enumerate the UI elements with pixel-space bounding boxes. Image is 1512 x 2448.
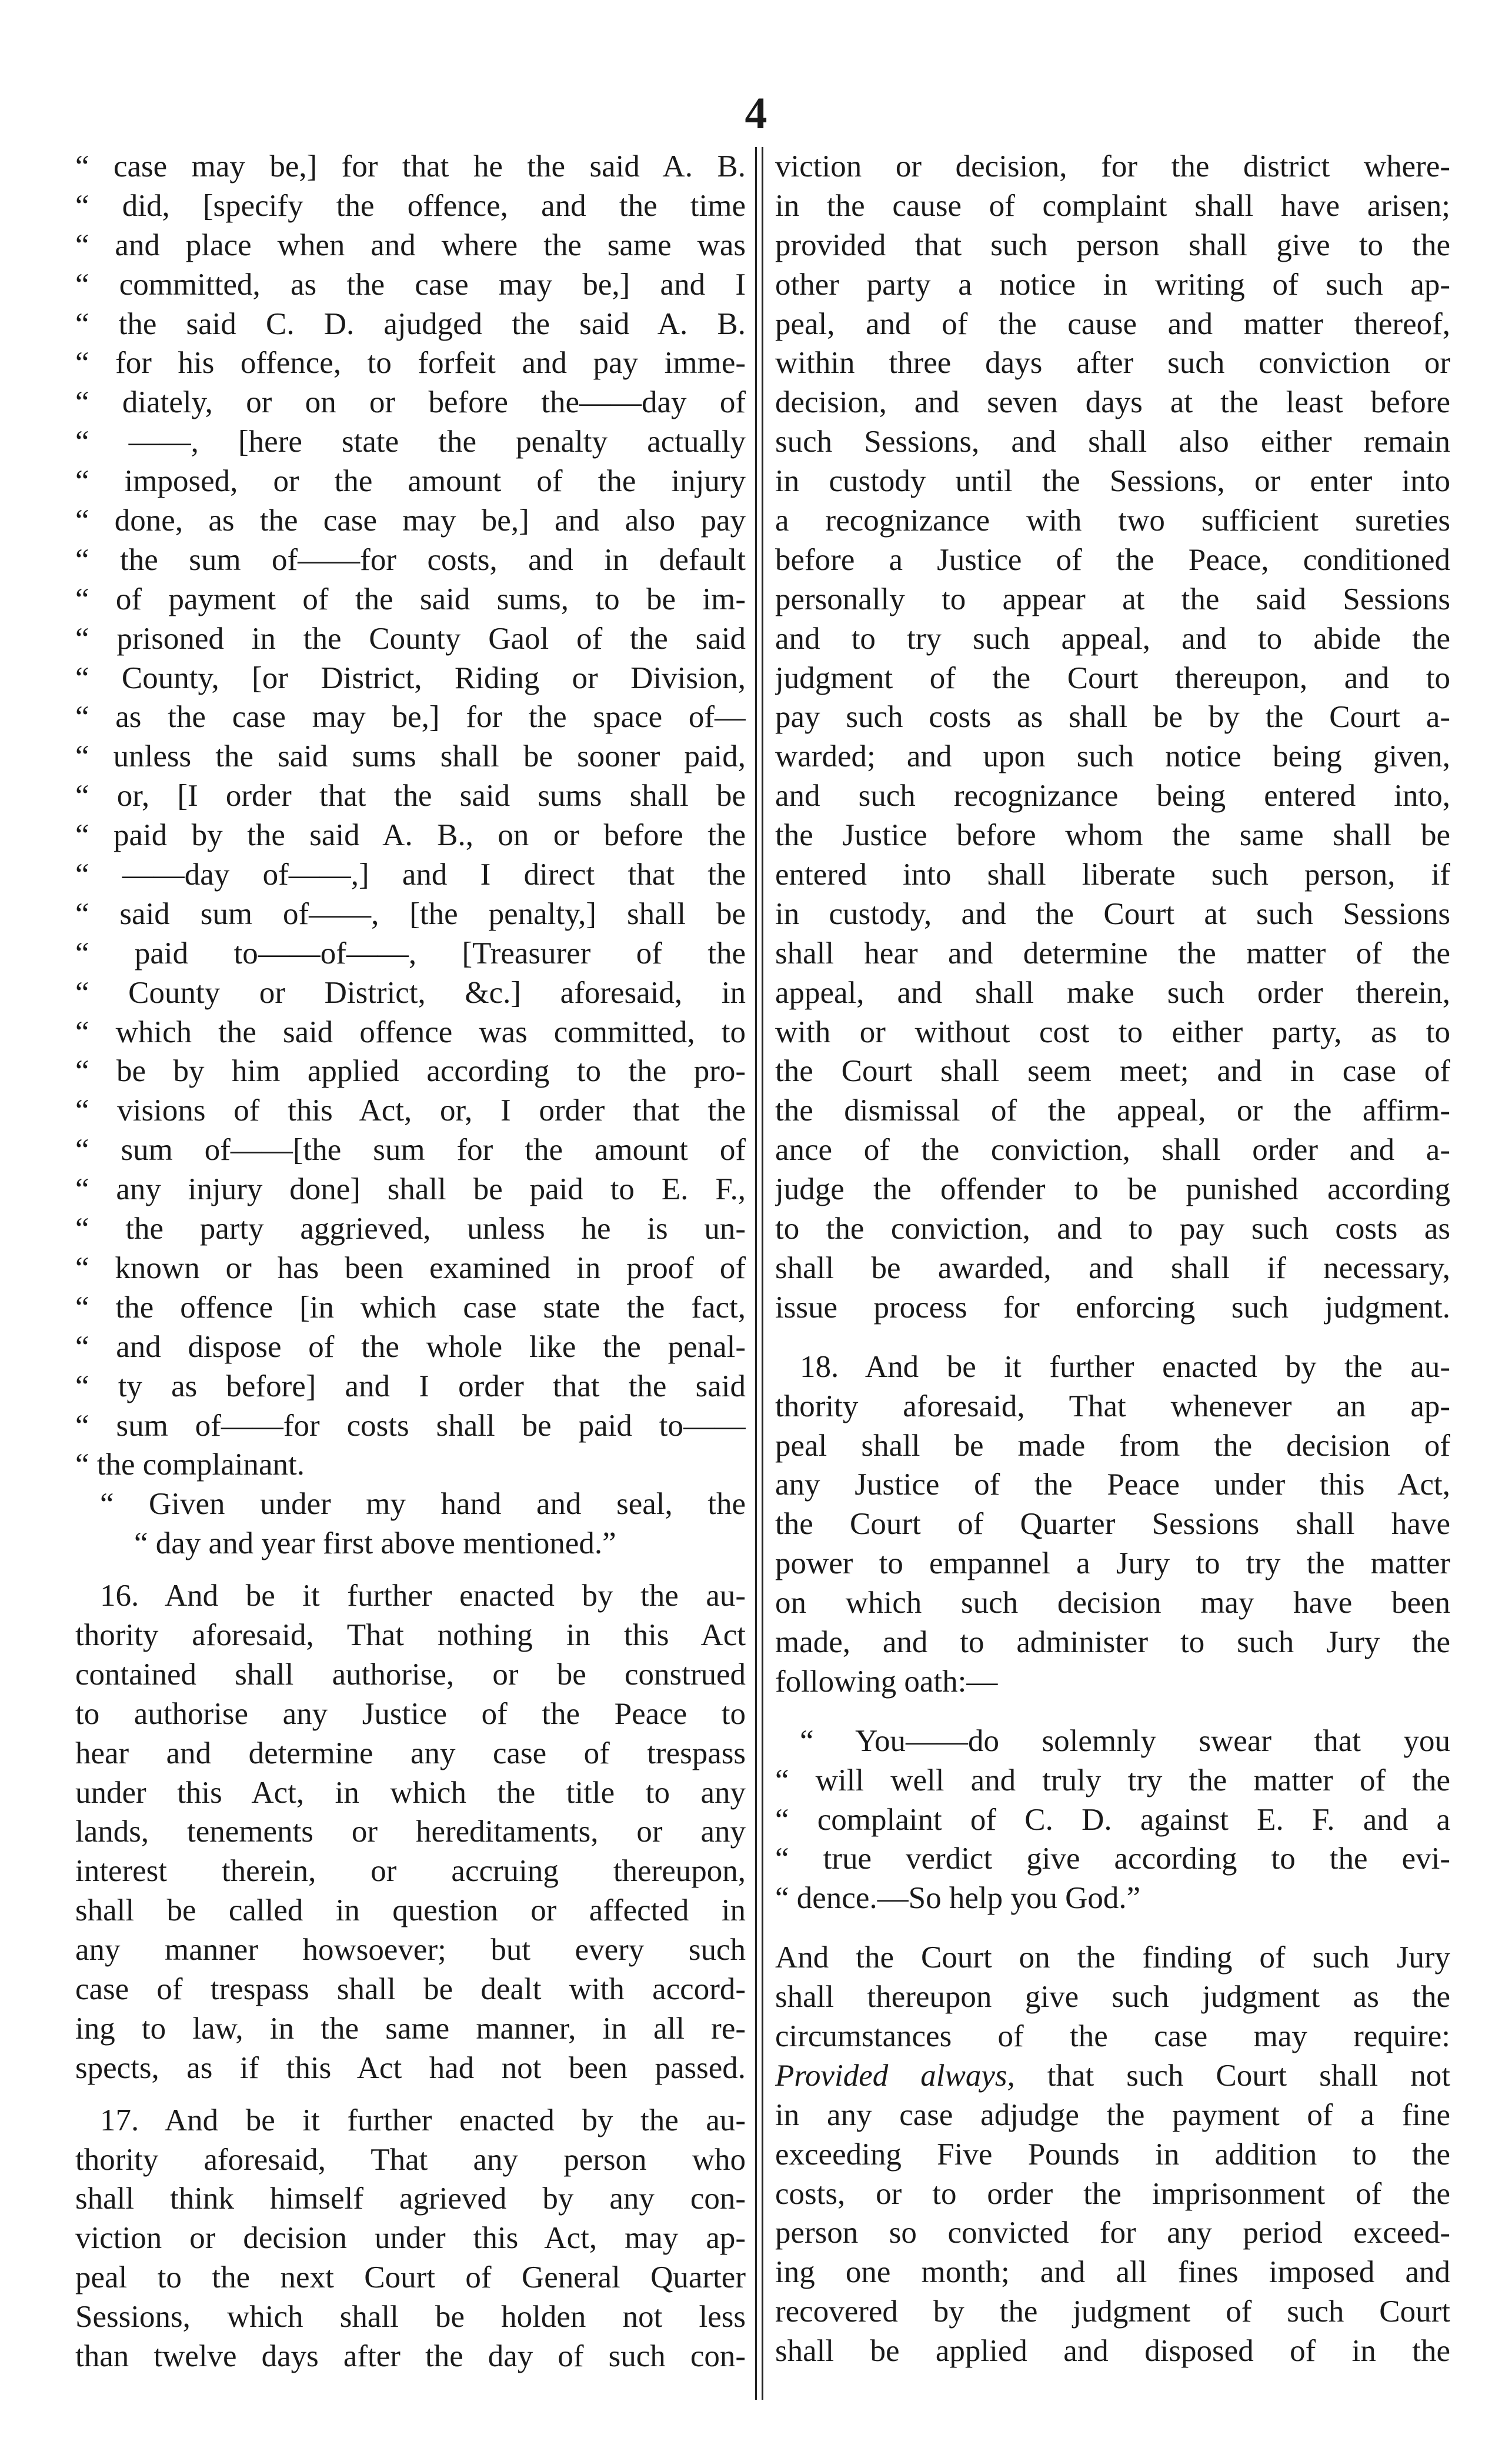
text-line: judgment of the Court thereupon, and to <box>775 661 1450 695</box>
text-line: shall think himself agrieved by any con- <box>75 2182 746 2216</box>
text-line: thority aforesaid, That any person who <box>75 2142 746 2177</box>
text-line: “ County, [or District, Riding or Division, <box>75 661 746 695</box>
text-line: viction or decision under this Act, may ap- <box>75 2221 746 2256</box>
jury-oath-block <box>775 1722 1450 1918</box>
text-line: spects, as if this Act had not been passed. <box>75 2050 746 2085</box>
section-18 <box>775 1348 1450 1702</box>
text-line: following oath:— <box>775 1664 998 1699</box>
text-line: “ Given under my hand and seal, the <box>100 1487 746 1522</box>
text-line: recovered by the judgment of such Court <box>775 2294 1450 2329</box>
text-line: the Court shall seem meet; and in case of <box>775 1054 1450 1089</box>
text-line: 16. And be it further enacted by the au- <box>100 1579 746 1613</box>
text-line: shall be applied and disposed of in the <box>775 2334 1450 2369</box>
text-line: in custody until the Sessions, or enter into <box>775 464 1450 499</box>
text-line: on which such decision may have been <box>775 1586 1450 1620</box>
text-line: shall thereupon give such judgment as the <box>775 1980 1450 2015</box>
text-line: “ paid to——of——, [Treasurer of the <box>75 936 746 970</box>
text-line: warded; and upon such notice being given, <box>775 739 1450 774</box>
text-line: than twelve days after the day of such con- <box>75 2339 746 2373</box>
text-line: any manner howsoever; but every such <box>75 1933 746 1967</box>
text-line: in any case adjudge the payment of a fine <box>775 2097 1450 2132</box>
text-line: “ diately, or on or before the——day of <box>75 385 746 420</box>
text-line: other party a notice in writing of such ap- <box>775 267 1450 302</box>
text-line: to authorise any Justice of the Peace to <box>75 1696 746 1731</box>
form-of-conviction-block <box>75 147 746 1485</box>
text-line: case of trespass shall be dealt with accord- <box>75 1972 746 2006</box>
text-line: lands, tenements or hereditaments, or any <box>75 1815 746 1849</box>
text-line: “ dence.—So help you God.” <box>775 1881 1141 1916</box>
text-line: interest therein, or accruing thereupon, <box>75 1854 746 1889</box>
text-line: “ or, [I order that the said sums shall be <box>75 779 746 813</box>
text-line: and such recognizance being entered into, <box>775 779 1450 813</box>
section-17 <box>75 2101 746 2376</box>
text-line: circumstances of the case may require: <box>775 2019 1450 2053</box>
text-line: “ imposed, or the amount of the injury <box>75 464 746 499</box>
text-line: “ said sum of——, [the penalty,] shall be <box>75 896 746 931</box>
text-line: “ will well and truly try the matter of the <box>775 1763 1450 1797</box>
text-line: pay such costs as shall be by the Court a- <box>775 700 1450 735</box>
text-line: provided that such person shall give to the <box>775 228 1450 262</box>
text-line: thority aforesaid, That whenever an ap- <box>775 1389 1450 1423</box>
text-line: under this Act, in which the title to any <box>75 1775 746 1810</box>
text-line: “ done, as the case may be,] and also pay <box>75 503 746 538</box>
text-line: thority aforesaid, That nothing in this Act <box>75 1617 746 1652</box>
text-line: such Sessions, and shall also either remain <box>775 425 1450 459</box>
text-line: costs, or to order the imprisonment of the <box>775 2176 1450 2211</box>
text-line: “ as the case may be,] for the space of— <box>75 700 746 735</box>
text-line: “ unless the said sums shall be sooner paid, <box>75 739 746 774</box>
text-line: “ for his offence, to forfeit and pay imme- <box>75 346 746 381</box>
court-judgment-paragraph <box>775 1938 1450 2371</box>
text-line: decision, and seven days at the least before <box>775 385 1450 420</box>
text-line: to the conviction, and to pay such costs as <box>775 1212 1450 1246</box>
text-line: within three days after such conviction or <box>775 346 1450 381</box>
text-line: “ ty as before] and I order that the said <box>75 1369 746 1403</box>
text-line: “ prisoned in the County Gaol of the said <box>75 621 746 656</box>
text-line: And the Court on the finding of such Jury <box>775 1940 1450 1975</box>
text-line: ing to law, in the same manner, in all re- <box>75 2011 746 2046</box>
text-line: hear and determine any case of trespass <box>75 1736 746 1770</box>
text-line: the Justice before whom the same shall be <box>775 818 1450 853</box>
text-line: with or without cost to either party, as to <box>775 1015 1450 1049</box>
left-column <box>75 147 746 2376</box>
right-column <box>775 147 1450 2371</box>
text-line: “ did, [specify the offence, and the time <box>75 188 746 223</box>
text-line: peal to the next Court of General Quarter <box>75 2260 746 2295</box>
text-line: in the cause of complaint shall have arisen; <box>775 188 1450 223</box>
text-line: “ and place when and where the same was <box>75 228 746 262</box>
section-16 <box>75 1576 746 2088</box>
text-line: ing one month; and all fines imposed and <box>775 2255 1450 2290</box>
text-line: shall be awarded, and shall if necessary, <box>775 1250 1450 1285</box>
text-line: shall hear and determine the matter of the <box>775 936 1450 970</box>
text-line: viction or decision, for the district where- <box>775 149 1450 184</box>
text-line: “ true verdict give according to the evi- <box>775 1842 1450 1876</box>
text-line: “ visions of this Act, or, I order that the <box>75 1093 746 1128</box>
text-line: personally to appear at the said Sessions <box>775 582 1450 616</box>
text-line: peal, and of the cause and matter thereof, <box>775 306 1450 341</box>
text-line: issue process for enforcing such judgment. <box>775 1290 1450 1325</box>
text-line: “ and dispose of the whole like the penal- <box>75 1329 746 1364</box>
text-line: power to empannel a Jury to try the matter <box>775 1546 1450 1581</box>
text-line: “ case may be,] for that he the said A. B. <box>75 149 746 184</box>
text-line: “ complaint of C. D. against E. F. and a <box>775 1802 1450 1837</box>
text-line: peal shall be made from the decision of <box>775 1428 1450 1463</box>
text-line: a recognizance with two sufficient sureties <box>775 503 1450 538</box>
text-line: “ the sum of——for costs, and in default <box>75 542 746 577</box>
text-line: the Court of Quarter Sessions shall have <box>775 1507 1450 1542</box>
text-line: any Justice of the Peace under this Act, <box>775 1468 1450 1502</box>
text-line: “ sum of——[the sum for the amount of <box>75 1133 746 1168</box>
given-under-hand-block <box>75 1485 746 1563</box>
text-line: Provided always, that such Court shall not <box>775 2058 1450 2093</box>
text-line: made, and to administer to such Jury the <box>775 1625 1450 1659</box>
text-line: “ sum of——for costs shall be paid to—— <box>75 1408 746 1443</box>
text-line: exceeding Five Pounds in addition to the <box>775 2137 1450 2172</box>
text-line: “ committed, as the case may be,] and I <box>75 267 746 302</box>
text-line: “ ——day of——,] and I direct that the <box>75 858 746 892</box>
text-line: entered into shall liberate such person, if <box>775 858 1450 892</box>
text-line: 18. And be it further enacted by the au- <box>800 1349 1450 1384</box>
text-line: in custody, and the Court at such Sessions <box>775 896 1450 931</box>
text-line: and to try such appeal, and to abide the <box>775 621 1450 656</box>
text-line: “ of payment of the said sums, to be im- <box>75 582 746 616</box>
text-line: 17. And be it further enacted by the au- <box>100 2103 746 2137</box>
text-line: judge the offender to be punished according <box>775 1172 1450 1207</box>
text-line: Sessions, which shall be holden not less <box>75 2300 746 2334</box>
text-line: “ County or District, &c.] aforesaid, in <box>75 975 746 1010</box>
text-line: “ the said C. D. ajudged the said A. B. <box>75 306 746 341</box>
text-line: person so convicted for any period exceed- <box>775 2216 1450 2250</box>
text-line: the dismissal of the appeal, or the affirm- <box>775 1093 1450 1128</box>
text-line: before a Justice of the Peace, conditioned <box>775 542 1450 577</box>
text-line: “ day and year first above mentioned.” <box>134 1526 616 1561</box>
text-line: “ the complainant. <box>75 1448 305 1482</box>
text-line: appeal, and shall make such order therein, <box>775 975 1450 1010</box>
text-line: contained shall authorise, or be construed <box>75 1657 746 1692</box>
text-line: “ be by him applied according to the pro- <box>75 1054 746 1089</box>
text-line: “ ——, [here state the penalty actually <box>75 425 746 459</box>
text-line: “ any injury done] shall be paid to E. F., <box>75 1172 746 1207</box>
page-number: 4 <box>745 89 767 138</box>
text-line: “ paid by the said A. B., on or before the <box>75 818 746 853</box>
text-line: “ which the said offence was committed, to <box>75 1015 746 1049</box>
text-line: shall be called in question or affected in <box>75 1893 746 1928</box>
text-line: “ the party aggrieved, unless he is un- <box>75 1212 746 1246</box>
section-17-continued <box>775 147 1450 1328</box>
text-line: “ the offence [in which case state the fact, <box>75 1290 746 1325</box>
text-line: “ known or has been examined in proof of <box>75 1250 746 1285</box>
text-line: ance of the conviction, shall order and a- <box>775 1133 1450 1168</box>
column-divider <box>755 147 763 2400</box>
text-line: “ You——do solemnly swear that you <box>800 1723 1450 1758</box>
